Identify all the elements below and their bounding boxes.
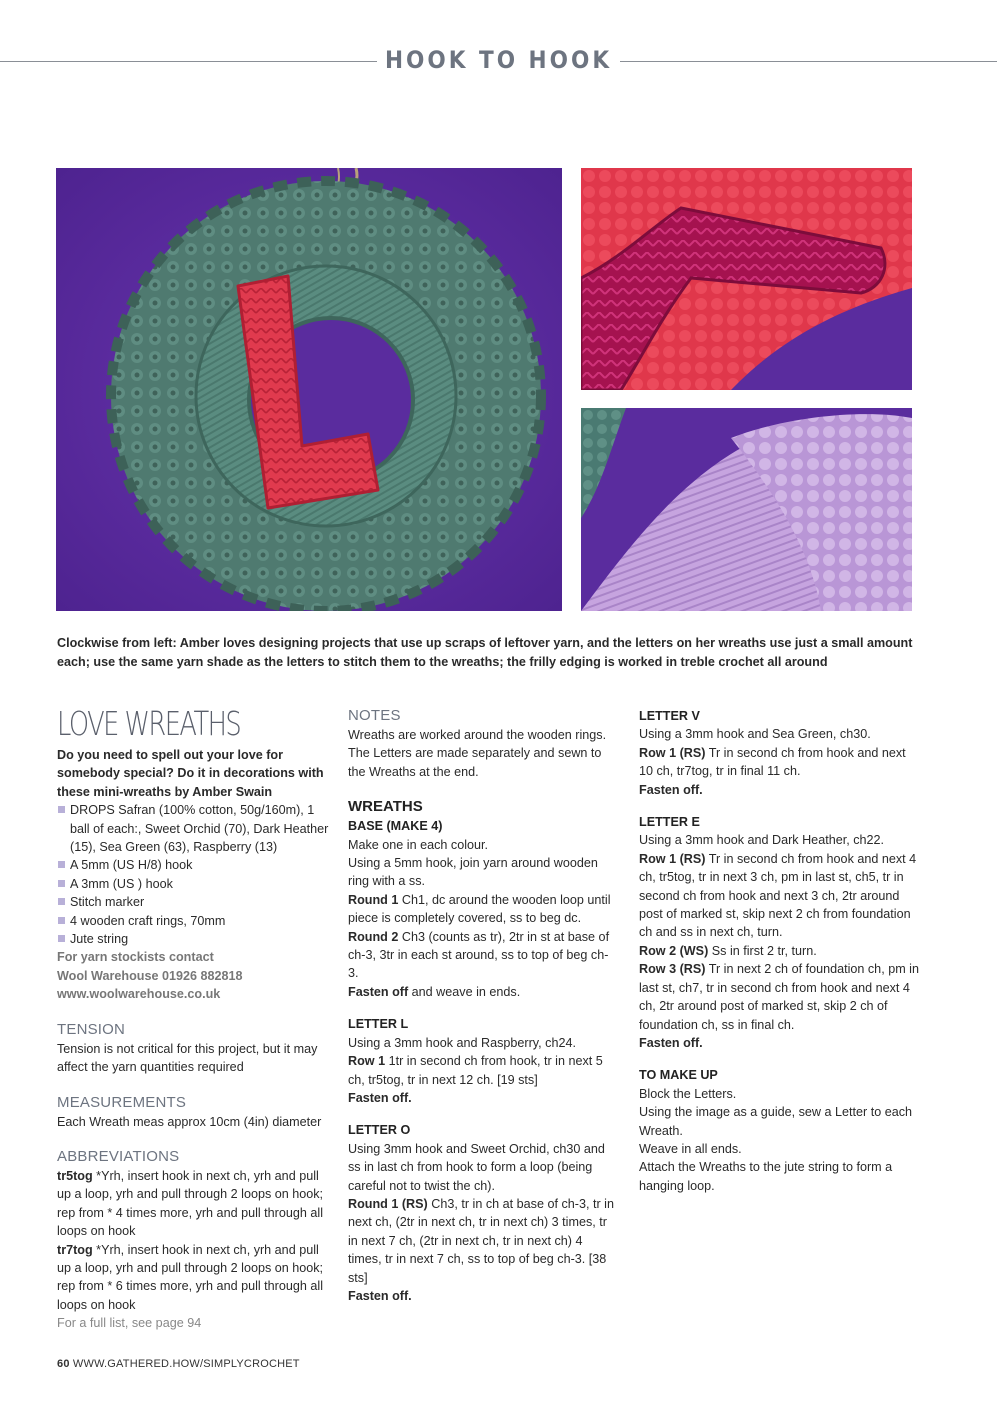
letter-l-heading: LETTER L bbox=[348, 1017, 409, 1032]
stockists-intro: For yarn stockists contact bbox=[57, 950, 214, 965]
letter-l-fasten: Fasten off. bbox=[348, 1090, 412, 1105]
letter-l-row bbox=[348, 1052, 618, 1089]
letter-e-line: Using a 3mm hook and Dark Heather, ch22. bbox=[639, 833, 885, 848]
letter-o-illustration bbox=[581, 168, 912, 390]
standfirst: Do you need to spell out your love for somebody special? Do it in decorations with these mini-wreaths by Amber Swain bbox=[57, 748, 324, 799]
letter-v-heading: LETTER V bbox=[639, 709, 700, 723]
materials-item: A 3mm (US ) hook bbox=[57, 875, 332, 893]
letter-e-row-1-text: Tr in second ch from hook and next 4 ch, tr5tog, tr in next 3 ch, pm in last st, ch5, tr in second ch from hook and next 3 ch, 2tr around post of marked st, skip next 2 ch from foundation ch and ss in next ch, turn. bbox=[639, 851, 917, 940]
base-line: Make one in each colour. bbox=[348, 837, 489, 852]
letter-o-row bbox=[348, 1195, 618, 1287]
round-2 bbox=[348, 928, 618, 983]
base-line: Using a 5mm hook, join yarn around wooden ring with a ss. bbox=[348, 856, 598, 889]
wreath-l-illustration bbox=[56, 168, 562, 611]
photo-caption: Clockwise from left: Amber loves designing projects that use up scraps of leftover yarn, and the letters on her wreaths use just a small amount each; use the same yarn shade as the letters to stitch them to the wreaths; the frilly edging is worked in treble crochet all around bbox=[57, 636, 913, 669]
letter-e-heading: LETTER E bbox=[639, 815, 700, 830]
wreaths-heading: WREATHS bbox=[348, 798, 423, 816]
letter-v-detail-photo bbox=[581, 408, 912, 611]
fasten-off-wreaths bbox=[348, 983, 618, 1001]
letter-l-row-text: 1tr in second ch from hook, tr in next 5 ch, tr5tog, tr in next 12 ch. [19 sts] bbox=[348, 1054, 603, 1087]
letter-l-line: Using a 3mm hook and Raspberry, ch24. bbox=[348, 1035, 576, 1050]
materials-list bbox=[57, 801, 332, 948]
letter-o-fasten: Fasten off. bbox=[348, 1288, 412, 1303]
abbreviations-heading: ABBREVIATIONS bbox=[57, 1147, 180, 1165]
materials-item: 4 wooden craft rings, 70mm bbox=[57, 912, 332, 930]
letter-v-illustration bbox=[581, 408, 912, 611]
abbreviations-note: For a full list, see page 94 bbox=[57, 1316, 202, 1331]
abbreviation-term: tr5tog bbox=[57, 1168, 93, 1183]
notes-text: Wreaths are worked around the wooden rings. The Letters are made separately and sewn to the Wreaths at the end. bbox=[348, 728, 607, 779]
letter-v-row-label: Row 1 (RS) bbox=[639, 745, 706, 760]
letter-v-fasten: Fasten off. bbox=[639, 782, 703, 797]
letter-o-row-label: Round 1 (RS) bbox=[348, 1196, 428, 1211]
page-number: 60 bbox=[57, 1358, 70, 1370]
letter-o-row-text: Ch3, tr in ch at base of ch-3, tr in next ch, (2tr in next ch, tr in next ch) 3 times, tr in next 7 ch, (2tr in next ch, tr in next ch) 4 times, tr in next 7 ch, ss to top of beg ch-3. [38 sts] bbox=[348, 1196, 614, 1285]
page-footer bbox=[57, 1358, 300, 1370]
letter-v-line: Using a 3mm hook and Sea Green, ch30. bbox=[639, 727, 871, 742]
measurements-heading: MEASUREMENTS bbox=[57, 1093, 187, 1111]
abbreviation-item bbox=[57, 1241, 332, 1315]
letter-o-line: Using 3mm hook and Sweet Orchid, ch30 and ss in last ch from hook to form a loop (being careful not to twist the ch). bbox=[348, 1141, 605, 1193]
letter-e-row-3-label: Row 3 (RS) bbox=[639, 962, 706, 977]
make-up-line: Block the Letters. bbox=[639, 1086, 737, 1101]
tension-text: Tension is not critical for this project, but it may affect the yarn quantities required bbox=[57, 1041, 318, 1075]
round-1-text: Ch1, dc around the wooden loop until piece is completely covered, ss to beg dc. bbox=[348, 892, 611, 926]
section-header-text: HOOK TO HOOK bbox=[377, 46, 620, 74]
letter-e-row-2-label: Row 2 (WS) bbox=[639, 943, 709, 958]
make-up-line: Weave in all ends. bbox=[639, 1141, 742, 1156]
letter-e-row-1-label: Row 1 (RS) bbox=[639, 851, 706, 866]
column-3 bbox=[639, 707, 919, 1195]
column-2 bbox=[348, 706, 618, 1305]
materials-item: Stitch marker bbox=[57, 893, 332, 911]
materials-item: Jute string bbox=[57, 930, 332, 948]
letter-e-row-3-text: Tr in next 2 ch of foundation ch, pm in last st, ch7, tr in second ch from hook and next 4 ch, 2tr around post of marked st, skip 2 ch of foundation ch, ss in final ch. bbox=[639, 962, 919, 1032]
footer-url[interactable]: WWW.GATHERED.HOW/SIMPLYCROCHET bbox=[72, 1358, 300, 1370]
measurements-text: Each Wreath meas approx 10cm (4in) diameter bbox=[57, 1114, 322, 1129]
letter-e-row-2 bbox=[639, 942, 919, 960]
round-1 bbox=[348, 891, 618, 928]
materials-item: DROPS Safran (100% cotton, 50g/160m), 1 ball of each:, Sweet Orchid (70), Dark Heather (15), Sea Green (63), Raspberry (13) bbox=[57, 801, 332, 856]
make-up-line: Using the image as a guide, sew a Letter to each Wreath. bbox=[639, 1105, 913, 1138]
tension-heading: TENSION bbox=[57, 1020, 126, 1038]
make-up-line: Attach the Wreaths to the jute string to form a hanging loop. bbox=[639, 1160, 893, 1193]
letter-e-fasten: Fasten off. bbox=[639, 1035, 703, 1050]
letter-l-row-label: Row 1 bbox=[348, 1054, 386, 1069]
make-up-heading: TO MAKE UP bbox=[639, 1068, 718, 1083]
abbreviation-term: tr7tog bbox=[57, 1242, 93, 1257]
fasten-off-text: and weave in ends. bbox=[408, 984, 521, 999]
letter-o-detail-photo bbox=[581, 168, 912, 390]
abbreviation-definition: *Yrh, insert hook in next ch, yrh and pull up a loop, yrh and pull through 2 loops on hook; rep from * 4 times more, yrh and pull through all loops on hook bbox=[57, 1168, 324, 1239]
letter-o-heading: LETTER O bbox=[348, 1123, 411, 1138]
abbreviation-definition: *Yrh, insert hook in next ch, yrh and pull up a loop, yrh and pull through 2 loops on hook; rep from * 6 times more, yrh and pull through all loops on hook bbox=[57, 1242, 324, 1312]
letter-e-row-3 bbox=[639, 960, 919, 1034]
base-heading: BASE (MAKE 4) bbox=[348, 819, 443, 834]
round-1-label: Round 1 bbox=[348, 892, 399, 907]
column-1 bbox=[57, 704, 332, 1333]
wreath-l-photo bbox=[56, 168, 562, 611]
fasten-off-label: Fasten off bbox=[348, 984, 409, 999]
round-2-text: Ch3 (counts as tr), 2tr in st at base of ch-3, 3tr in each st around, ss to top of beg ch-3. bbox=[348, 929, 610, 981]
notes-heading: NOTES bbox=[348, 707, 401, 724]
round-2-label: Round 2 bbox=[348, 929, 399, 944]
materials-item: A 5mm (US H/8) hook bbox=[57, 856, 332, 874]
stockists-name: Wool Warehouse 01926 882818 bbox=[57, 968, 243, 983]
letter-e-row-1 bbox=[639, 850, 919, 942]
pattern-title: LOVE WREATHS bbox=[57, 704, 241, 743]
letter-e-row-2-text: Ss in first 2 tr, turn. bbox=[708, 943, 817, 958]
letter-v-row-text: Tr in second ch from hook and next 10 ch, tr7tog, tr in final 11 ch. bbox=[639, 745, 906, 779]
letter-v-row bbox=[639, 744, 919, 781]
section-header bbox=[0, 46, 997, 74]
abbreviation-item bbox=[57, 1167, 332, 1241]
stockists-url[interactable]: www.woolwarehouse.co.uk bbox=[57, 987, 221, 1002]
